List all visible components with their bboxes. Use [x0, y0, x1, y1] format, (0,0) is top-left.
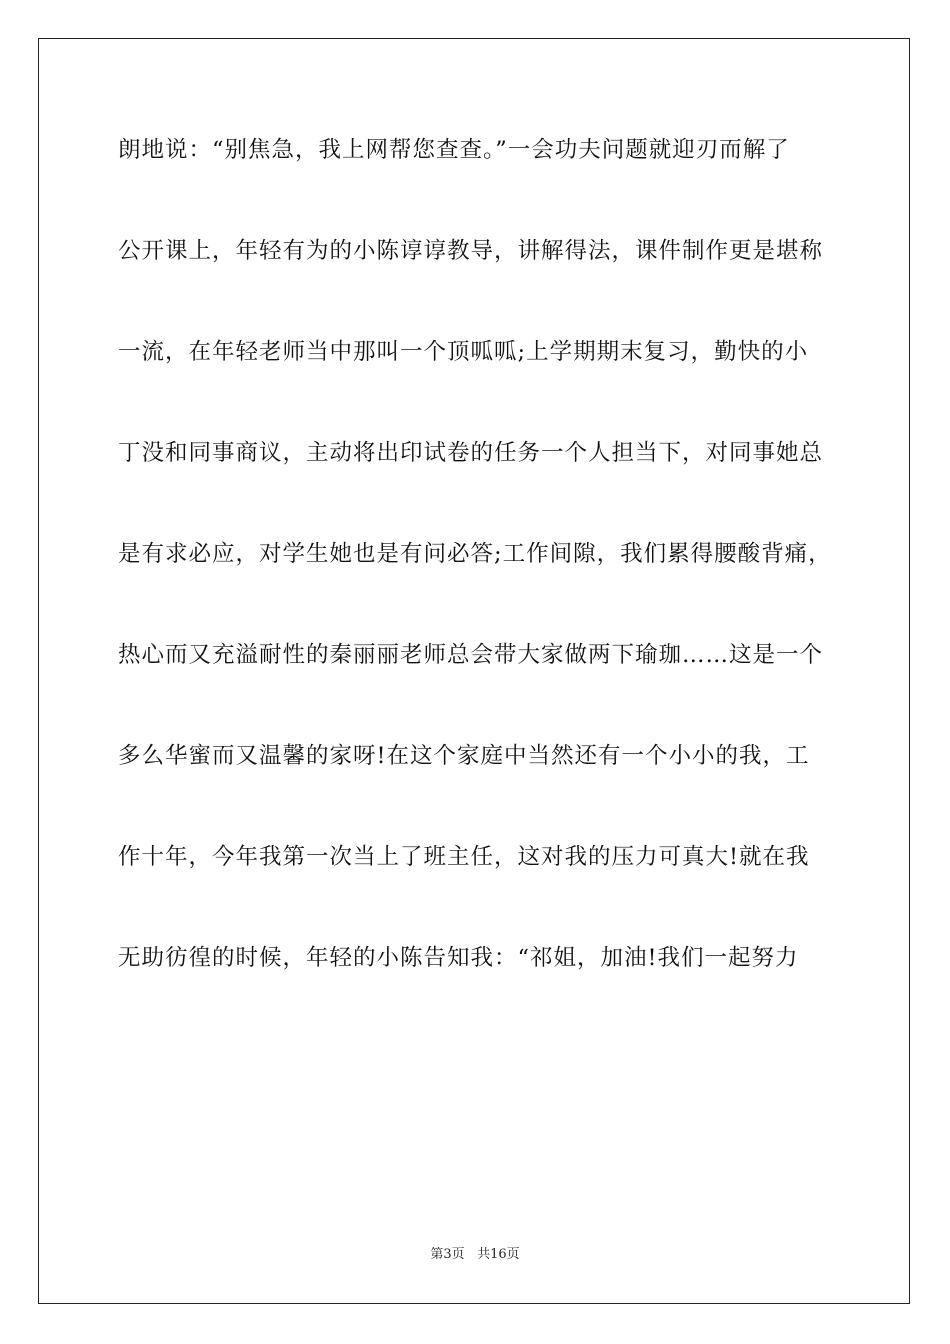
text-line-8: 作十年，今年我第一次当上了班主任，这对我的压力可真大!就在我	[118, 844, 810, 870]
text-line-7: 多么华蜜而又温馨的家呀!在这个家庭中当然还有一个小小的我，工	[118, 743, 810, 769]
total-pages-label: 共16页	[477, 1247, 520, 1262]
text-line-2: 公开课上，年轻有为的小陈谆谆教导，讲解得法，课件制作更是堪称	[118, 238, 824, 264]
text-line-4: 丁没和同事商议，主动将出印试卷的任务一个人担当下，对同事她总	[118, 440, 824, 466]
text-line-5: 是有求必应，对学生她也是有问必答;工作间隙，我们累得腰酸背痛，	[118, 541, 832, 567]
page-footer	[0, 1245, 950, 1265]
text-line-6: 热心而又充溢耐性的秦丽丽老师总会带大家做两下瑜珈……这是一个	[118, 642, 824, 668]
text-line-3: 一流，在年轻老师当中那叫一个顶呱呱;上学期期末复习，勤快的小	[118, 339, 809, 365]
text-line-9: 无助彷徨的时候，年轻的小陈告知我：“祁姐，加油!我们一起努力	[118, 945, 799, 971]
document-body	[118, 128, 838, 1037]
current-page-label: 第3页	[430, 1247, 465, 1262]
text-line-1: 朗地说：“别焦急，我上网帮您查查。”一会功夫问题就迎刃而解了	[118, 137, 790, 163]
